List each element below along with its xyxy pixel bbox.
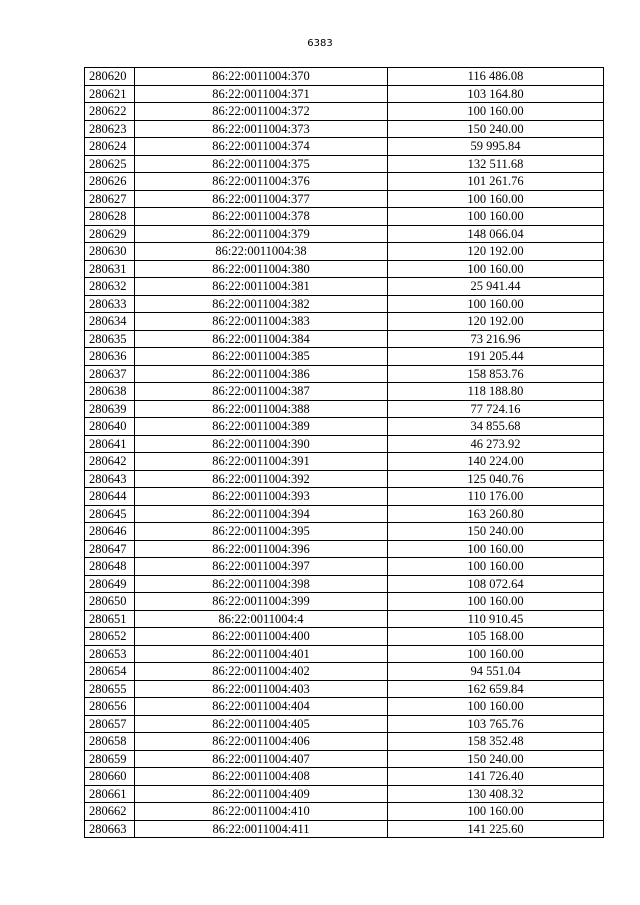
cadastral-number-cell: 86:22:0011004:374	[135, 138, 388, 156]
row-id-cell: 280641	[85, 435, 135, 453]
table-row	[85, 138, 604, 156]
cadastral-number-cell: 86:22:0011004:392	[135, 470, 388, 488]
cadastral-number-cell: 86:22:0011004:399	[135, 593, 388, 611]
row-id-cell: 280635	[85, 330, 135, 348]
value-cell: 141 225.60	[388, 820, 604, 838]
row-id-cell: 280632	[85, 278, 135, 296]
row-id-cell: 280652	[85, 628, 135, 646]
value-cell: 34 855.68	[388, 418, 604, 436]
value-cell: 120 192.00	[388, 243, 604, 261]
value-cell: 150 240.00	[388, 120, 604, 138]
value-cell: 103 164.80	[388, 85, 604, 103]
row-id-cell: 280661	[85, 785, 135, 803]
row-id-cell: 280645	[85, 505, 135, 523]
value-cell: 100 160.00	[388, 295, 604, 313]
cadastral-number-cell: 86:22:0011004:408	[135, 768, 388, 786]
row-id-cell: 280639	[85, 400, 135, 418]
row-id-cell: 280656	[85, 698, 135, 716]
table-row	[85, 523, 604, 541]
table-row	[85, 348, 604, 366]
cadastral-number-cell: 86:22:0011004:4	[135, 610, 388, 628]
row-id-cell: 280648	[85, 558, 135, 576]
value-cell: 101 261.76	[388, 173, 604, 191]
cadastral-number-cell: 86:22:0011004:387	[135, 383, 388, 401]
cadastral-number-cell: 86:22:0011004:376	[135, 173, 388, 191]
cadastral-number-cell: 86:22:0011004:375	[135, 155, 388, 173]
cadastral-number-cell: 86:22:0011004:400	[135, 628, 388, 646]
cadastral-number-cell: 86:22:0011004:410	[135, 803, 388, 821]
value-cell: 94 551.04	[388, 663, 604, 681]
table-row	[85, 505, 604, 523]
row-id-cell: 280621	[85, 85, 135, 103]
table-row	[85, 120, 604, 138]
row-id-cell: 280654	[85, 663, 135, 681]
row-id-cell: 280660	[85, 768, 135, 786]
value-cell: 100 160.00	[388, 593, 604, 611]
row-id-cell: 280651	[85, 610, 135, 628]
value-cell: 100 160.00	[388, 190, 604, 208]
registry-table-body	[85, 68, 604, 838]
table-row	[85, 628, 604, 646]
row-id-cell: 280622	[85, 103, 135, 121]
table-row	[85, 820, 604, 838]
value-cell: 25 941.44	[388, 278, 604, 296]
row-id-cell: 280634	[85, 313, 135, 331]
table-row	[85, 85, 604, 103]
cadastral-number-cell: 86:22:0011004:377	[135, 190, 388, 208]
cadastral-number-cell: 86:22:0011004:397	[135, 558, 388, 576]
cadastral-number-cell: 86:22:0011004:393	[135, 488, 388, 506]
cadastral-number-cell: 86:22:0011004:389	[135, 418, 388, 436]
row-id-cell: 280637	[85, 365, 135, 383]
value-cell: 130 408.32	[388, 785, 604, 803]
cadastral-number-cell: 86:22:0011004:407	[135, 750, 388, 768]
table-row	[85, 330, 604, 348]
value-cell: 100 160.00	[388, 540, 604, 558]
value-cell: 162 659.84	[388, 680, 604, 698]
value-cell: 103 765.76	[388, 715, 604, 733]
row-id-cell: 280636	[85, 348, 135, 366]
cadastral-number-cell: 86:22:0011004:384	[135, 330, 388, 348]
value-cell: 110 910.45	[388, 610, 604, 628]
table-row	[85, 768, 604, 786]
row-id-cell: 280647	[85, 540, 135, 558]
table-row	[85, 645, 604, 663]
row-id-cell: 280655	[85, 680, 135, 698]
value-cell: 46 273.92	[388, 435, 604, 453]
value-cell: 140 224.00	[388, 453, 604, 471]
cadastral-number-cell: 86:22:0011004:383	[135, 313, 388, 331]
table-row	[85, 103, 604, 121]
table-row	[85, 68, 604, 86]
row-id-cell: 280650	[85, 593, 135, 611]
table-row	[85, 715, 604, 733]
registry-table	[84, 67, 604, 838]
row-id-cell: 280624	[85, 138, 135, 156]
row-id-cell: 280653	[85, 645, 135, 663]
row-id-cell: 280642	[85, 453, 135, 471]
value-cell: 100 160.00	[388, 103, 604, 121]
value-cell: 132 511.68	[388, 155, 604, 173]
table-row	[85, 698, 604, 716]
row-id-cell: 280625	[85, 155, 135, 173]
table-row	[85, 190, 604, 208]
table-row	[85, 750, 604, 768]
cadastral-number-cell: 86:22:0011004:406	[135, 733, 388, 751]
value-cell: 150 240.00	[388, 523, 604, 541]
cadastral-number-cell: 86:22:0011004:390	[135, 435, 388, 453]
row-id-cell: 280626	[85, 173, 135, 191]
cadastral-number-cell: 86:22:0011004:373	[135, 120, 388, 138]
value-cell: 150 240.00	[388, 750, 604, 768]
cadastral-number-cell: 86:22:0011004:405	[135, 715, 388, 733]
table-row	[85, 470, 604, 488]
cadastral-number-cell: 86:22:0011004:372	[135, 103, 388, 121]
cadastral-number-cell: 86:22:0011004:404	[135, 698, 388, 716]
table-row	[85, 803, 604, 821]
table-row	[85, 558, 604, 576]
table-row	[85, 278, 604, 296]
value-cell: 100 160.00	[388, 558, 604, 576]
table-row	[85, 733, 604, 751]
value-cell: 191 205.44	[388, 348, 604, 366]
table-row	[85, 383, 604, 401]
cadastral-number-cell: 86:22:0011004:403	[135, 680, 388, 698]
table-row	[85, 365, 604, 383]
cadastral-number-cell: 86:22:0011004:386	[135, 365, 388, 383]
cadastral-number-cell: 86:22:0011004:398	[135, 575, 388, 593]
cadastral-number-cell: 86:22:0011004:394	[135, 505, 388, 523]
table-row	[85, 663, 604, 681]
value-cell: 120 192.00	[388, 313, 604, 331]
table-row	[85, 785, 604, 803]
value-cell: 141 726.40	[388, 768, 604, 786]
value-cell: 100 160.00	[388, 208, 604, 226]
value-cell: 163 260.80	[388, 505, 604, 523]
table-row	[85, 435, 604, 453]
table-row	[85, 680, 604, 698]
cadastral-number-cell: 86:22:0011004:380	[135, 260, 388, 278]
table-row	[85, 575, 604, 593]
value-cell: 116 486.08	[388, 68, 604, 86]
value-cell: 100 160.00	[388, 803, 604, 821]
table-row	[85, 295, 604, 313]
row-id-cell: 280633	[85, 295, 135, 313]
row-id-cell: 280658	[85, 733, 135, 751]
row-id-cell: 280662	[85, 803, 135, 821]
value-cell: 118 188.80	[388, 383, 604, 401]
table-row	[85, 208, 604, 226]
table-row	[85, 540, 604, 558]
cadastral-number-cell: 86:22:0011004:379	[135, 225, 388, 243]
cadastral-number-cell: 86:22:0011004:378	[135, 208, 388, 226]
table-row	[85, 593, 604, 611]
cadastral-number-cell: 86:22:0011004:396	[135, 540, 388, 558]
value-cell: 59 995.84	[388, 138, 604, 156]
table-row	[85, 418, 604, 436]
table-row	[85, 260, 604, 278]
value-cell: 105 168.00	[388, 628, 604, 646]
value-cell: 100 160.00	[388, 260, 604, 278]
row-id-cell: 280643	[85, 470, 135, 488]
table-row	[85, 400, 604, 418]
row-id-cell: 280663	[85, 820, 135, 838]
page-number: 6383	[307, 38, 333, 49]
row-id-cell: 280630	[85, 243, 135, 261]
value-cell: 110 176.00	[388, 488, 604, 506]
cadastral-number-cell: 86:22:0011004:401	[135, 645, 388, 663]
value-cell: 148 066.04	[388, 225, 604, 243]
table-row	[85, 313, 604, 331]
value-cell: 158 853.76	[388, 365, 604, 383]
table-row	[85, 488, 604, 506]
cadastral-number-cell: 86:22:0011004:371	[135, 85, 388, 103]
value-cell: 158 352.48	[388, 733, 604, 751]
value-cell: 100 160.00	[388, 645, 604, 663]
row-id-cell: 280644	[85, 488, 135, 506]
cadastral-number-cell: 86:22:0011004:402	[135, 663, 388, 681]
table-row	[85, 453, 604, 471]
table-row	[85, 173, 604, 191]
value-cell: 77 724.16	[388, 400, 604, 418]
cadastral-number-cell: 86:22:0011004:409	[135, 785, 388, 803]
row-id-cell: 280620	[85, 68, 135, 86]
row-id-cell: 280631	[85, 260, 135, 278]
value-cell: 73 216.96	[388, 330, 604, 348]
cadastral-number-cell: 86:22:0011004:411	[135, 820, 388, 838]
table-row	[85, 610, 604, 628]
row-id-cell: 280649	[85, 575, 135, 593]
row-id-cell: 280628	[85, 208, 135, 226]
row-id-cell: 280629	[85, 225, 135, 243]
cadastral-number-cell: 86:22:0011004:370	[135, 68, 388, 86]
cadastral-number-cell: 86:22:0011004:38	[135, 243, 388, 261]
value-cell: 125 040.76	[388, 470, 604, 488]
cadastral-number-cell: 86:22:0011004:382	[135, 295, 388, 313]
table-row	[85, 225, 604, 243]
table-row	[85, 243, 604, 261]
table-row	[85, 155, 604, 173]
row-id-cell: 280638	[85, 383, 135, 401]
cadastral-number-cell: 86:22:0011004:381	[135, 278, 388, 296]
cadastral-number-cell: 86:22:0011004:388	[135, 400, 388, 418]
cadastral-number-cell: 86:22:0011004:391	[135, 453, 388, 471]
row-id-cell: 280627	[85, 190, 135, 208]
row-id-cell: 280659	[85, 750, 135, 768]
row-id-cell: 280657	[85, 715, 135, 733]
cadastral-number-cell: 86:22:0011004:395	[135, 523, 388, 541]
value-cell: 108 072.64	[388, 575, 604, 593]
row-id-cell: 280640	[85, 418, 135, 436]
row-id-cell: 280623	[85, 120, 135, 138]
value-cell: 100 160.00	[388, 698, 604, 716]
row-id-cell: 280646	[85, 523, 135, 541]
cadastral-number-cell: 86:22:0011004:385	[135, 348, 388, 366]
